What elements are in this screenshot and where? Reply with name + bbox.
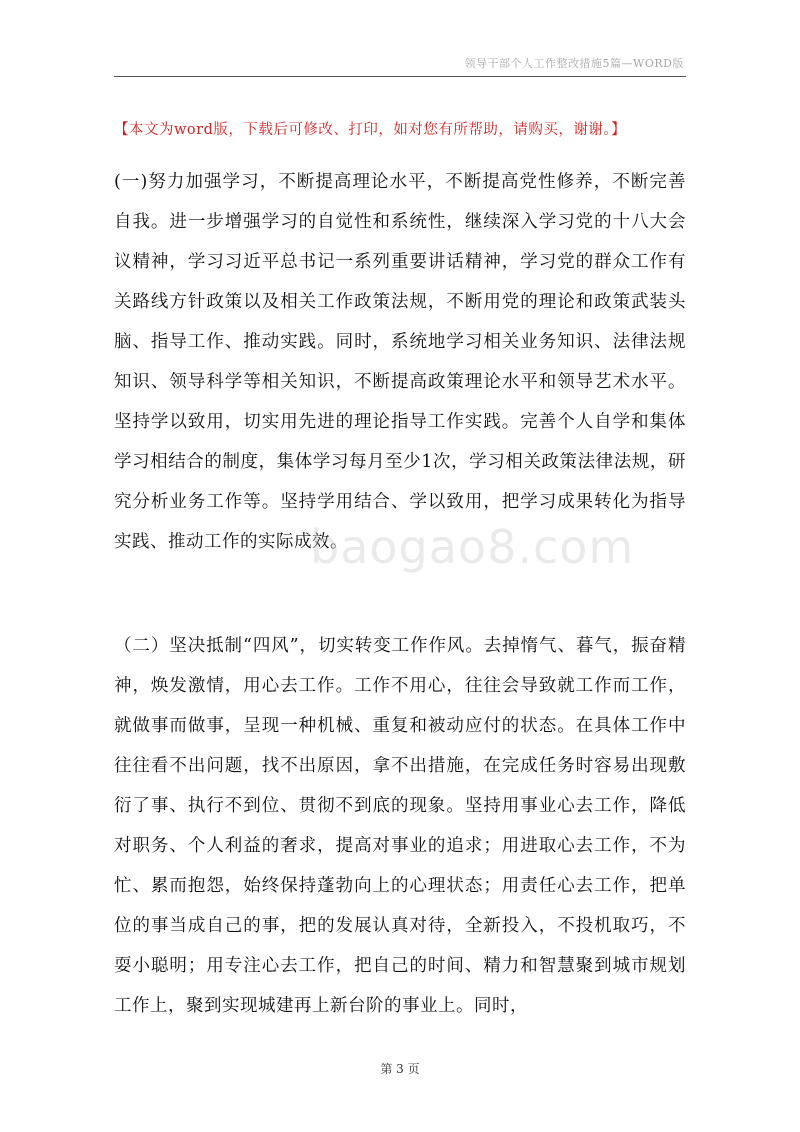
header-divider: [114, 76, 686, 77]
paragraph-work-style: （二）坚决抵制“四风”，切实转变工作作风。去掉惰气、暮气，振奋精神，焕发激情，用心去工作。工作不用心，往往会导致就工作而工作，就做事而做事，呈现一种机械、重复和被动应付的状态。在具体工作中往往看不出问题，找不出原因，拿不出措施，在完成任务时容易出现敷衍了事、执行不到位、贯彻不到底的现象。坚持用事业心去工作，降低对职务、个人利益的奢求，提高对事业的追求；用进取心去工作，不为忙、累而抱怨，始终保持蓬勃向上的心理状态；用责任心去工作，把单位的事当成自己的事，把的发展认真对待，全新投入，不投机取巧，不耍小聪明；用专注心去工作，把自己的时间、精力和智慧聚到城市规划工作上，聚到实现城建再上新台阶的事业上。同时，: [114, 636, 686, 1016]
watermark: baogao8.com: [310, 520, 635, 574]
header-title: 领导干部个人工作整改措施5篇—WORD版: [464, 57, 684, 70]
download-notice: 【本文为word版，下载后可修改、打印，如对您有所帮助，请购买，谢谢。】: [114, 122, 627, 138]
paragraph-study: (一)努力加强学习，不断提高理论水平，不断提高党性修养，不断完善自我。进一步增强学习的自觉性和系统性，继续深入学习党的十八大会议精神，学习习近平总书记一系列重要讲话精神，学习党的群众工作有关路线方针政策以及相关工作政策法规，不断用党的理论和政策武装头脑、指导工作、推动实践。同时，系统地学习相关业务知识、法律法规知识、领导科学等相关知识，不断提高政策理论水平和领导艺术水平。坚持学以致用，切实用先进的理论指导工作实践。完善个人自学和集体学习相结合的制度，集体学习每月至少1次，学习相关政策法律法规，研究分析业务工作等。坚持学用结合、学以致用，把学习成果转化为指导实践、推动工作的实际成效。: [114, 172, 686, 552]
page-number: 第 3 页: [380, 1062, 420, 1076]
